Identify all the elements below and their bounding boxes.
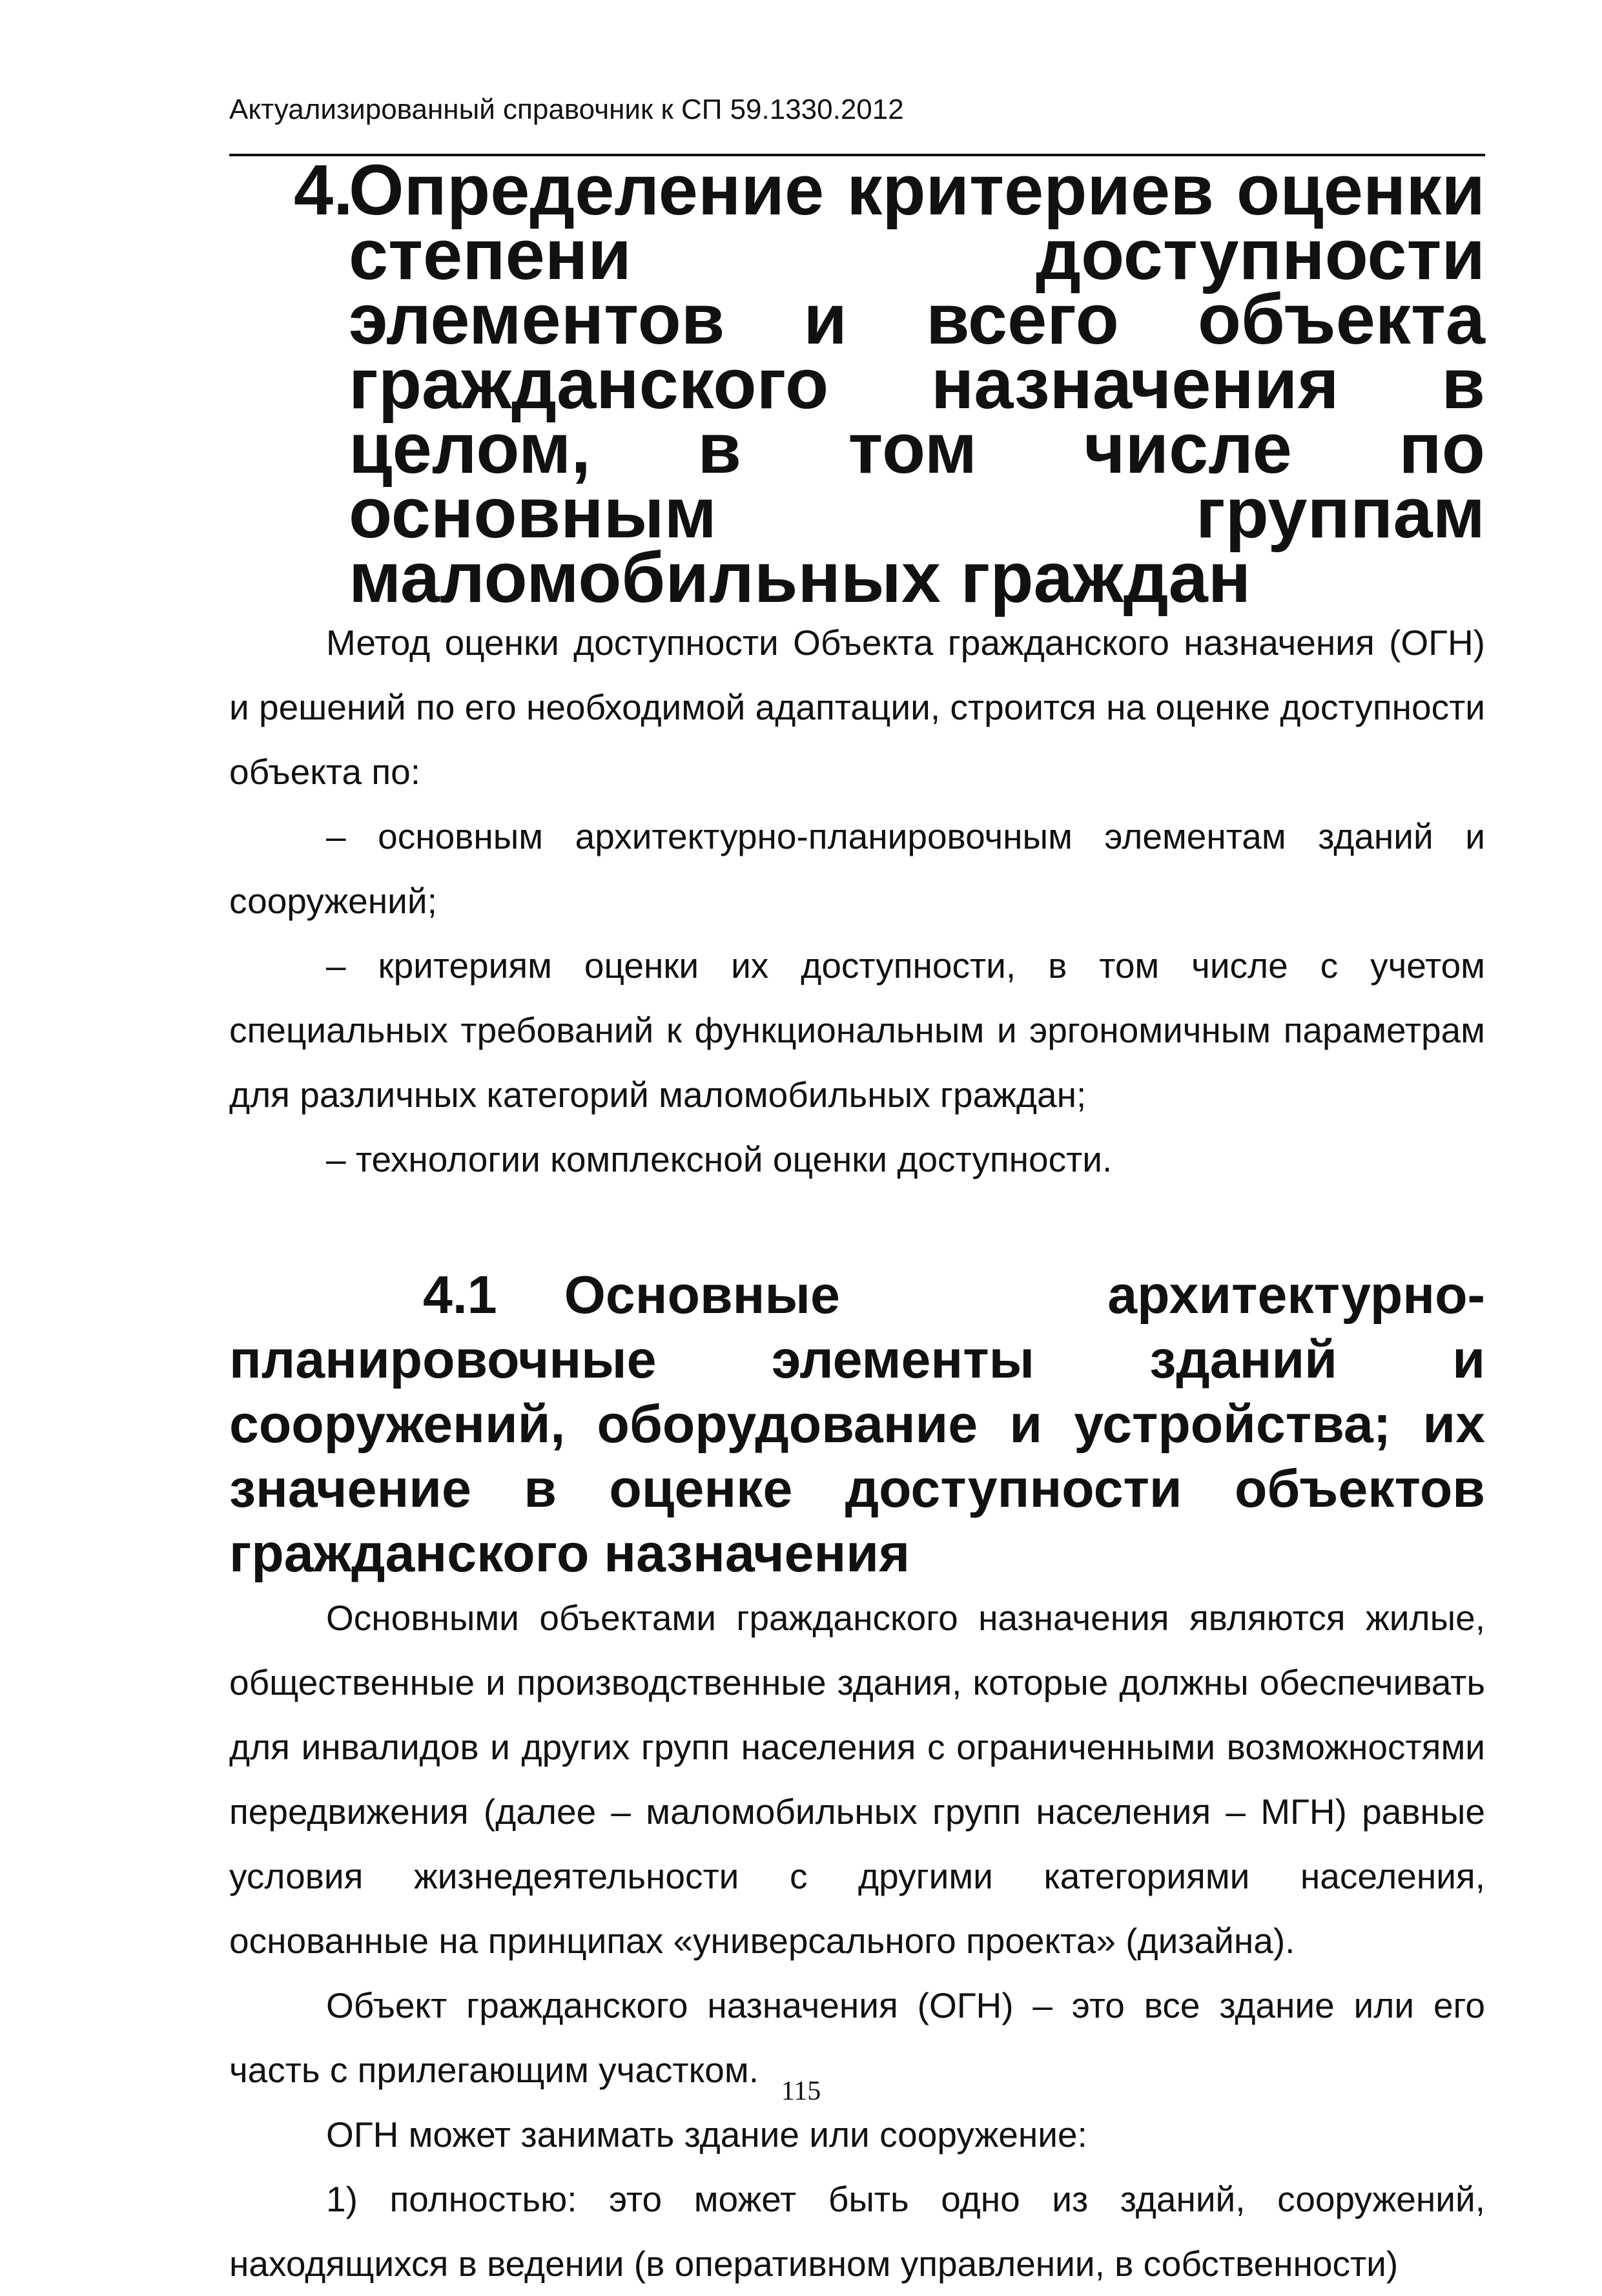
running-header: Актуализированный справочник к СП 59.1330.2012 <box>229 94 904 125</box>
page-body <box>229 150 1485 2296</box>
body-paragraph: Объект гражданского назначения (ОГН) – это все здание или его часть с прилегающим участком. <box>229 1985 1485 2090</box>
section-4-1-heading <box>229 1263 1485 1586</box>
section-4-title: Определение критериев оценки степени доступности элементов и всего объекта гражданского назначения в целом, в том числе по основным группам маломобильных граждан <box>349 150 1485 617</box>
section-4-1-title: Основные архитектурно-планировочные элементы зданий и сооружений, оборудование и устройства; их значение в оценке доступности объектов гражданского назначения <box>229 1265 1485 1583</box>
section-4-heading <box>229 150 1485 617</box>
body-paragraph: 1) полностью: это может быть одно из зданий, сооружений, находящихся в ведении (в оперативном управлении, в собственности) <box>229 2179 1485 2284</box>
section-4-intro: Метод оценки доступности Объекта гражданского назначения (ОГН) и решений по его необходимой адаптации, строится на оценке доступности объекта по: <box>229 623 1485 792</box>
list-item: – основным архитектурно-планировочным элементам зданий и сооружений; <box>229 816 1485 921</box>
list-item: – критериям оценки их доступности, в том числе с учетом специальных требований к функциональным и эргономичным параметрам для различных категорий маломобильных граждан; <box>229 946 1485 1115</box>
list-item: – технологии комплексной оценки доступности. <box>326 1139 1113 1179</box>
body-paragraph: ОГН может занимать здание или сооружение: <box>326 2115 1087 2155</box>
section-4-number: 4. <box>294 150 353 230</box>
page-number: 115 <box>781 2076 821 2106</box>
body-paragraph: Основными объектами гражданского назначения являются жилые, общественные и производственные здания, которые должны обеспечивать для инвалидов и других групп населения с ограниченными возможностями передвижения (далее – маломобильных групп населения – МГН) равные условия жизнедеятельности с другими категориями населения, основанные на принципах «универсального проекта» (дизайна). <box>229 1598 1485 1961</box>
section-4-1-number: 4.1 <box>423 1265 497 1325</box>
